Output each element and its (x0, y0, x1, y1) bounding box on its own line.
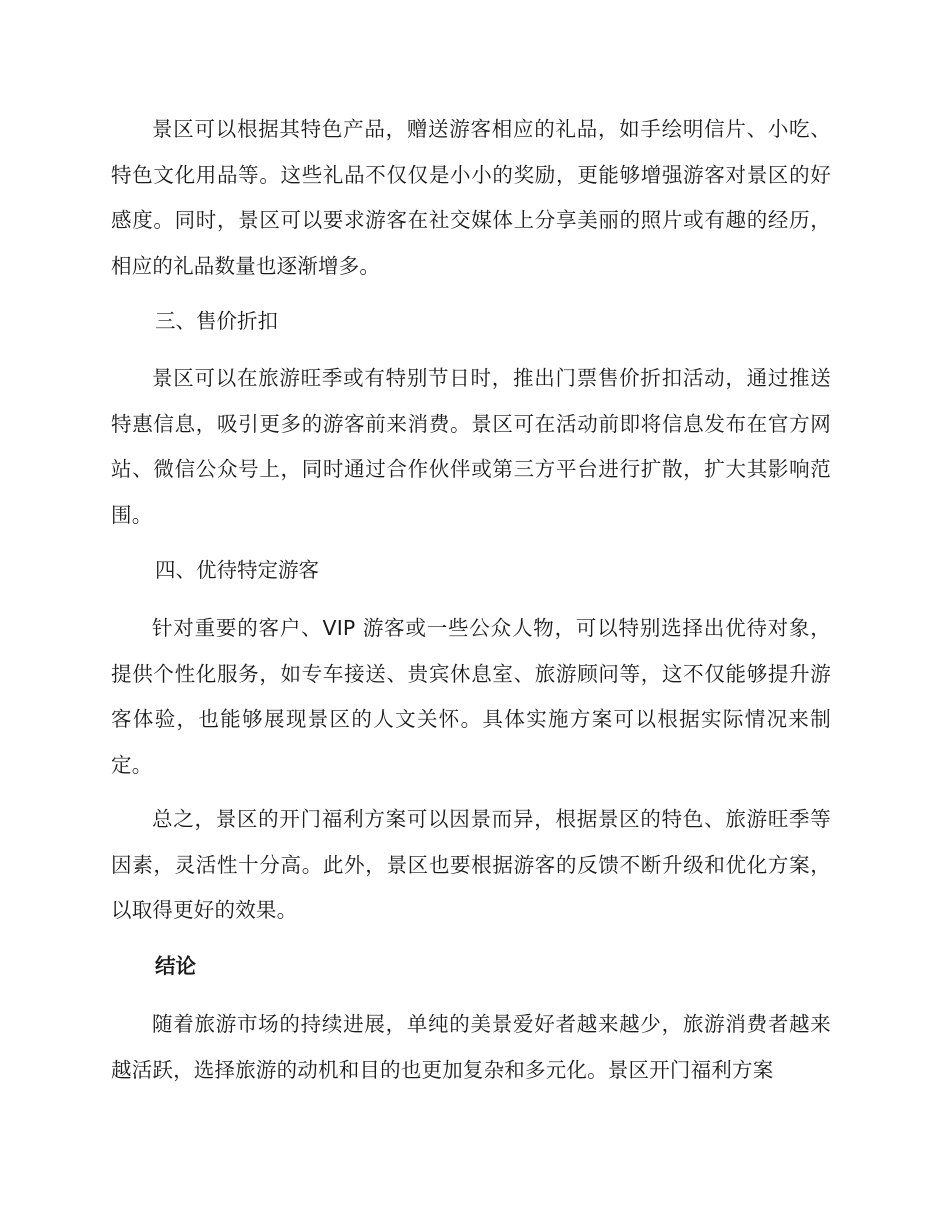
heading-conclusion: 结论 (155, 954, 196, 978)
paragraph-discount: 景区可以在旅游旺季或有特别节日时，推出门票售价折扣活动，通过推送特惠信息，吸引更多的游客前来消费。景区可在活动前即将信息发布在官方网站、微信公众号上，同时通过合作伙伴或第三方平台进行扩散，扩大其影响范围。 (111, 366, 831, 527)
paragraph-summary: 总之，景区的开门福利方案可以因景而异，根据景区的特色、旅游旺季等因素，灵活性十分高。此外，景区也要根据游客的反馈不断升级和优化方案，以取得更好的效果。 (111, 807, 831, 922)
heading-section-four: 四、优待特定游客 (155, 558, 319, 582)
heading-section-three: 三、售价折扣 (155, 309, 278, 333)
paragraph-special-guests: 针对重要的客户、VIP 游客或一些公众人物，可以特别选择出优待对象，提供个性化服务，如专车接送、贵宾休息室、旅游顾问等，这不仅能够提升游客体验，也能够展现景区的人文关怀。具体实施方案可以根据实际情况来制定。 (111, 616, 831, 777)
paragraph-conclusion: 随着旅游市场的持续进展，单纯的美景爱好者越来越少，旅游消费者越来越活跃，选择旅游的动机和目的也更加复杂和多元化。景区开门福利方案 (111, 1012, 831, 1082)
paragraph-gifts: 景区可以根据其特色产品，赠送游客相应的礼品，如手绘明信片、小吃、特色文化用品等。这些礼品不仅仅是小小的奖励，更能够增强游客对景区的好感度。同时，景区可以要求游客在社交媒体上分享美丽的照片或有趣的经历，相应的礼品数量也逐渐增多。 (111, 117, 831, 278)
